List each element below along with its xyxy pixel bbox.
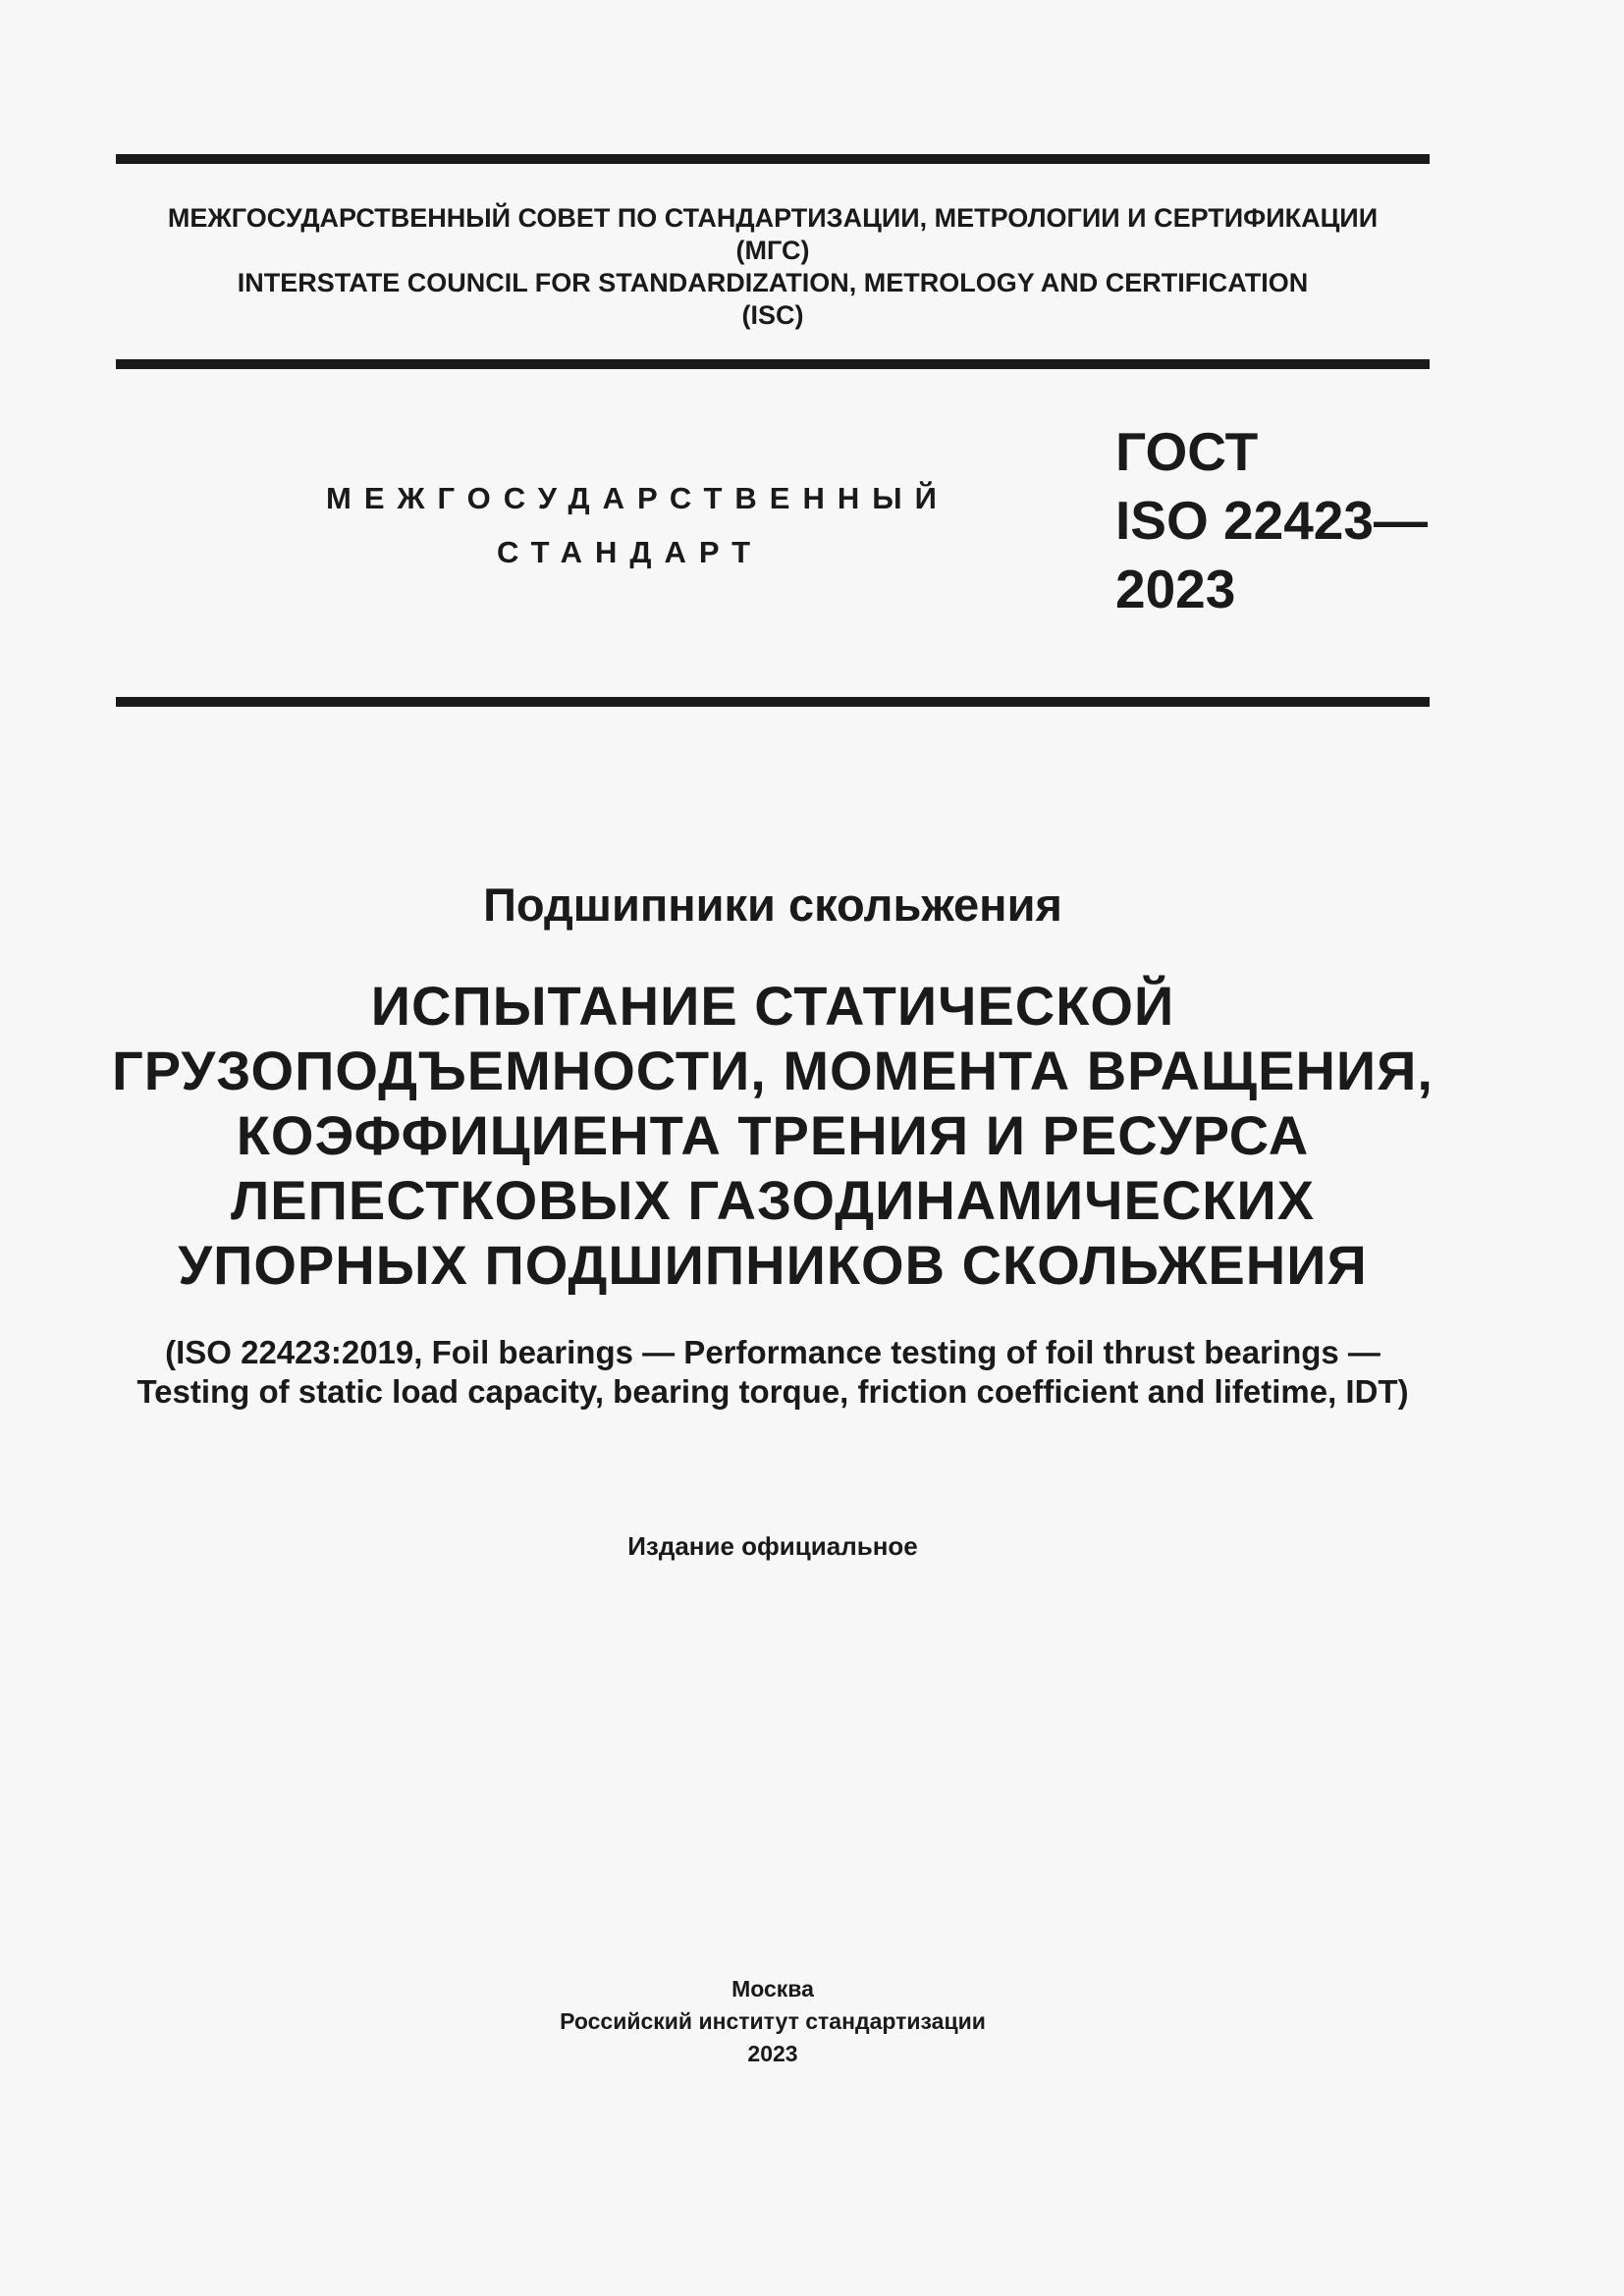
designation-line2: ISO 22423— bbox=[1115, 490, 1428, 551]
imprint-publisher: Российский институт стандартизации bbox=[560, 2008, 986, 2034]
iso-reference-line1: (ISO 22423:2019, Foil bearings — Performance testing of foil thrust bearings — bbox=[165, 1334, 1380, 1370]
header-rule bbox=[116, 359, 1430, 369]
document-heading bbox=[98, 974, 1447, 1298]
imprint-city: Москва bbox=[731, 1976, 814, 2002]
council-header bbox=[116, 202, 1430, 332]
imprint-year: 2023 bbox=[747, 2041, 798, 2066]
heading-line: ЛЕПЕСТКОВЫХ ГАЗОДИНАМИЧЕСКИХ bbox=[230, 1169, 1316, 1231]
designation-rule bbox=[116, 697, 1430, 707]
subject-title: Подшипники скольжения bbox=[483, 879, 1062, 931]
council-name-ru: МЕЖГОСУДАРСТВЕННЫЙ СОВЕТ ПО СТАНДАРТИЗАЦИИ, МЕТРОЛОГИИ И СЕРТИФИКАЦИИ bbox=[167, 203, 1379, 233]
council-abbr-en: (ISC) bbox=[741, 300, 804, 330]
standard-kind-line2: СТАНДАРТ bbox=[497, 535, 764, 569]
standard-designation bbox=[1115, 417, 1428, 623]
designation-line1: ГОСТ bbox=[1115, 421, 1259, 482]
heading-line: УПОРНЫХ ПОДШИПНИКОВ СКОЛЬЖЕНИЯ bbox=[178, 1234, 1368, 1296]
heading-line: ИСПЫТАНИЕ СТАТИЧЕСКОЙ bbox=[370, 975, 1175, 1037]
council-abbr-ru: (МГС) bbox=[735, 236, 810, 265]
designation-line3: 2023 bbox=[1115, 559, 1236, 619]
document-title-block bbox=[98, 876, 1447, 1412]
edition-note: Издание официальное bbox=[627, 1531, 918, 1561]
top-rule bbox=[116, 154, 1430, 164]
iso-reference bbox=[98, 1333, 1447, 1412]
imprint bbox=[116, 1973, 1430, 2070]
council-name-en: INTERSTATE COUNCIL FOR STANDARDIZATION, METROLOGY AND CERTIFICATION bbox=[237, 268, 1309, 297]
heading-line: КОЭФФИЦИЕНТА ТРЕНИЯ И РЕСУРСА bbox=[236, 1104, 1310, 1166]
heading-line: ГРУЗОПОДЪЕМНОСТИ, МОМЕНТА ВРАЩЕНИЯ, bbox=[112, 1040, 1434, 1101]
iso-reference-line2: Testing of static load capacity, bearing torque, friction coefficient and lifetime, IDT) bbox=[136, 1373, 1409, 1410]
standard-kind-line1: МЕЖГОСУДАРСТВЕННЫЙ bbox=[326, 481, 949, 515]
